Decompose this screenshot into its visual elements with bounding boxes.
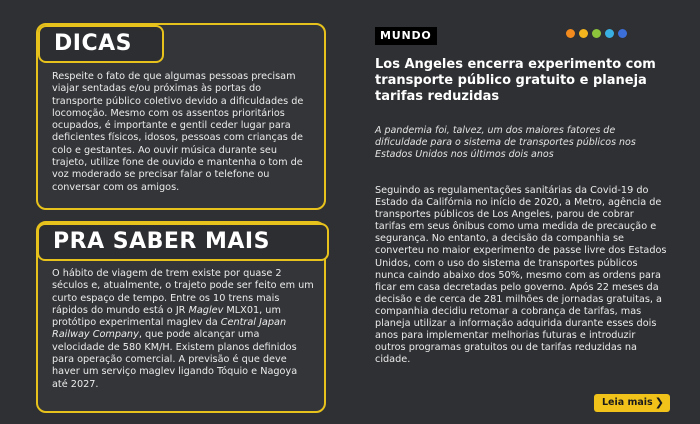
color-dots bbox=[566, 29, 627, 38]
color-dot bbox=[579, 29, 588, 38]
article-body: Seguindo as regulamentações sanitárias da Covid-19 do Estado da Califórnia no início de 2020, a Metro, agência de transportes públicos de Los Angeles, parou de cobrar tarifas em seus ônibus como uma medida de precaução e segurança. No entanto, a decisão da companhia se converteu no maior experimento de passe livre dos Estados Unidos, com o uso do sistema de transportes públicos nunca caindo abaixo dos 50%, mesmo com as ordens para ficar em casa decretadas pelo governo. Após 22 meses da decisão e de cerca de 281 milhões de jornadas gratuitas, a companhia decidiu retomar a cobrança de tarifas, mas planeja utilizar a informação adquirida durante esses dois anos para implementar melhorias futuras e introduzir outros programas gratuitos ou de tarifas reduzidas na cidade. bbox=[375, 185, 667, 366]
dicas-title-tab bbox=[38, 25, 164, 63]
pra-saber-mais-text-part-3: , que pode alcançar uma velocidade de 580 KM/H. Existem planos definidos para operação comercial. A previsão é que deve haver um serviço maglev ligando Tóquio e Nagoya até 2027. bbox=[52, 329, 298, 390]
read-more-button[interactable] bbox=[594, 394, 670, 412]
dicas-box bbox=[36, 23, 326, 210]
color-dot bbox=[618, 29, 627, 38]
pra-saber-mais-text-part-2: MLX01, um protótipo experimental maglev da bbox=[52, 304, 281, 329]
color-dot bbox=[566, 29, 575, 38]
article-subheadline: A pandemia foi, talvez, um dos maiores fatores de dificuldade para o sistema de transportes públicos nos Estados Unidos nos últimos dois anos bbox=[375, 125, 636, 160]
dicas-title: DICAS bbox=[54, 31, 132, 56]
color-dot bbox=[605, 29, 614, 38]
pra-saber-mais-text-part-1: O hábito de viagem de trem existe por quase 2 séculos e, atualmente, o trajeto pode ser feito em um curto espaço de tempo. Entre os 10 trens mais rápidos do mundo está o JR bbox=[52, 268, 314, 316]
pra-saber-mais-title-tab bbox=[37, 223, 329, 261]
section-label: MUNDO bbox=[375, 27, 437, 45]
pra-saber-mais-box bbox=[36, 221, 326, 413]
pra-saber-mais-text bbox=[52, 268, 314, 391]
maglev-term: Maglev bbox=[188, 304, 224, 316]
dicas-text: Respeite o fato de que algumas pessoas precisam viajar sentadas e/ou próximas às portas do transporte público coletivo devido a dificuldades de locomoção. Mesmo com os assentos prioritários ocupados, é importante e gentil ceder lugar para deficientes físicos, idosos, pessoas com crianças de colo e gestantes. Ao ouvir música durante seu trajeto, utilize fone de ouvido e mantenha o tom de voz moderado se precisar falar o telefone ou conversar com os amigos. bbox=[52, 71, 304, 193]
chevron-right-icon: ❯ bbox=[654, 396, 664, 409]
article-headline: Los Angeles encerra experimento com transporte público gratuito e planeja tarifas reduzidas bbox=[375, 57, 656, 104]
company-name: Central Japan Railway Company bbox=[52, 317, 287, 341]
pra-saber-mais-title: PRA SABER MAIS bbox=[53, 229, 270, 254]
color-dot bbox=[592, 29, 601, 38]
read-more-label: Leia mais bbox=[602, 397, 653, 408]
